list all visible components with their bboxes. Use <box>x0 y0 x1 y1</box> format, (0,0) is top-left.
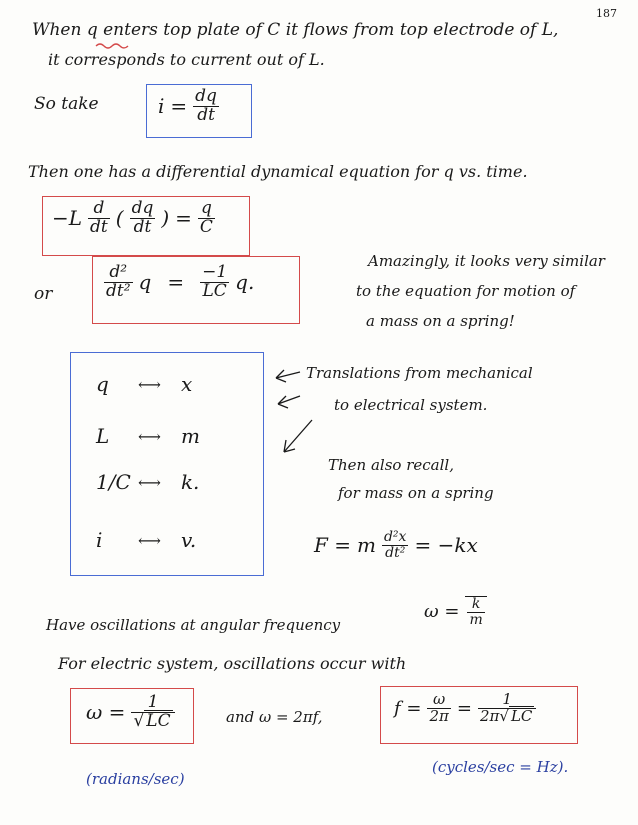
oscillation-line-1: Have oscillations at angular frequency <box>46 616 341 634</box>
elec-i: i <box>96 528 103 552</box>
newton-lhs: F = <box>314 533 351 558</box>
fraction-numerator: dq <box>195 86 217 106</box>
oscillation-line-2: For electric system, oscillations occur with <box>58 654 407 673</box>
eq1-d-den: dt <box>90 216 108 237</box>
arrow-icon <box>276 370 300 382</box>
equals-sign: = <box>456 697 472 719</box>
mech-k: k. <box>180 470 200 494</box>
freq-num2: 1 <box>502 690 512 708</box>
or-label: or <box>34 284 53 304</box>
newton-den: dt² <box>385 544 406 561</box>
newton-rhs: = −kx <box>414 533 478 558</box>
eq2-rhs-var: q. <box>235 270 255 295</box>
equals-sign: = <box>167 270 185 295</box>
cycles-note: (cycles/sec = Hz). <box>432 758 569 776</box>
fraction-denominator: dt <box>197 104 215 125</box>
equals-sign: = <box>170 94 188 119</box>
omega-num: k <box>471 596 481 612</box>
translations-note-2: to electrical system. <box>334 396 488 414</box>
eq1-rhs-num: q <box>200 198 212 218</box>
dynamics-line: Then one has a differential dynamical equation for q vs. time. <box>28 162 528 181</box>
omega-lhs: ω = <box>424 601 460 623</box>
eq2-lhs-den: dt² <box>106 280 131 301</box>
double-arrow-icon: ⟷ <box>138 472 161 492</box>
freq-den1: 2π <box>429 706 449 725</box>
open-paren: ( <box>115 206 124 231</box>
mech-x: x <box>180 372 193 396</box>
recall-line-2: for mass on a spring <box>338 484 494 502</box>
eq1-inner-num: dq <box>131 198 154 218</box>
lc-radicand: LC <box>146 710 171 731</box>
amazing-line-3: a mass on a spring! <box>366 312 515 330</box>
eq2-rhs-den: LC <box>202 280 227 301</box>
eq2-lhs-num: d² <box>109 262 128 282</box>
recall-line-1: Then also recall, <box>328 456 454 474</box>
freq-lhs: f = <box>394 697 422 719</box>
arrow-icon <box>278 396 300 408</box>
lc-radicand: LC <box>510 706 533 725</box>
double-arrow-icon: ⟷ <box>138 426 161 446</box>
elec-l: L <box>96 424 110 448</box>
and-text: and ω = 2πf, <box>226 708 323 726</box>
newton-num: d²x <box>383 529 407 545</box>
sqrt-lc: √ LC <box>133 710 171 731</box>
omega-den: m <box>469 611 483 628</box>
amazing-line-1: Amazingly, it looks very similar <box>368 252 605 270</box>
amazing-line-2: to the equation for motion of <box>356 282 576 300</box>
newton-m: m <box>357 533 376 558</box>
freq-den2: 2π√ LC <box>479 706 533 725</box>
eq1-d-num: d <box>93 198 105 218</box>
double-arrow-icon: ⟷ <box>138 374 161 394</box>
double-arrow-icon: ⟷ <box>138 530 161 550</box>
take-text: So take <box>34 94 99 114</box>
close-paren: ) <box>161 206 170 231</box>
intro-line-1: When q enters top plate of C it flows from top electrode of L, <box>32 20 559 40</box>
elec-q: q <box>96 372 109 396</box>
two-pi: 2π <box>479 706 500 725</box>
eq1-prefix: −L <box>52 206 83 231</box>
mech-v: v. <box>180 528 197 552</box>
wavy-underline <box>96 44 128 48</box>
current-symbol: i <box>158 94 165 119</box>
elec-1-over-c: 1/C <box>96 470 131 494</box>
eq1-inner-den: dt <box>133 216 152 237</box>
translations-note-1: Translations from mechanical <box>306 364 533 382</box>
omega-elec-lhs: ω = <box>86 700 126 725</box>
freq-num1: ω <box>433 690 446 708</box>
intro-line-2: it corresponds to current out of L. <box>48 50 325 69</box>
eq1-rhs-den: C <box>199 216 213 237</box>
radians-note: (radians/sec) <box>86 770 185 788</box>
page-number: 187 <box>596 7 617 20</box>
omega-elec-num: 1 <box>147 692 159 712</box>
arrow-icon <box>284 420 312 452</box>
equals-sign: = <box>175 206 192 231</box>
eq2-rhs-num: −1 <box>202 262 228 282</box>
eq2-var: q <box>138 270 152 295</box>
mech-m: m <box>180 424 200 448</box>
